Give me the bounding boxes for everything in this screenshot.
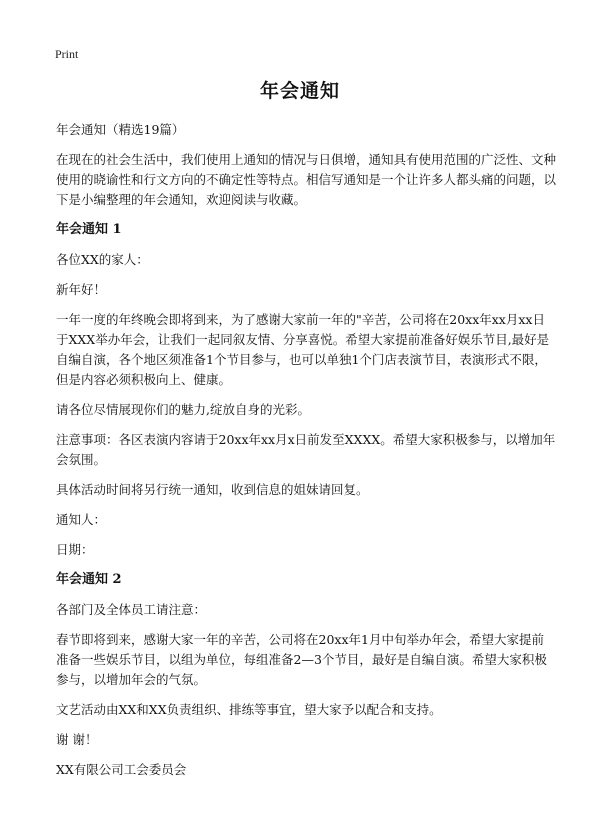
print-link[interactable]: Print bbox=[55, 47, 79, 61]
section-1-paragraph-3: 注意事项：各区表演内容请于20xx年xx月x日前发至XXXX。希望大家积极参与，以增加年会氛围。 bbox=[56, 432, 556, 467]
section-2-paragraph-2: 文艺活动由XX和XX负责组织、排练等事宜，望大家予以配合和支持。 bbox=[56, 702, 442, 717]
section-1-paragraph-1: 一年一度的年终晚会即将到来，为了感谢大家前一年的"辛苦，公司将在20xx年xx月xx日于XXX举办年会，让我们一起同叙友情、分享喜悦。希望大家提前准备好娱乐节目,最好是自编自演，各个地区须准备1个节目参与，也可以单独1个门店表演节目，表演形式不限，但是内容必须积极向上、健康。 bbox=[56, 312, 550, 387]
section-1-heading: 年会通知 1 bbox=[56, 222, 122, 237]
document-body bbox=[56, 120, 556, 790]
section-2-paragraph-1: 春节即将到来，感谢大家一年的辛苦，公司将在20xx年1月中旬举办年会，希望大家提前准备一些娱乐节目，以组为单位，每组准备2—3个节目，最好是自编自演。希望大家积极参与，以增加年会的气氛。 bbox=[56, 632, 547, 687]
section-2-heading: 年会通知 2 bbox=[56, 572, 122, 587]
page-title: 年会通知 bbox=[259, 80, 340, 102]
section-1-greeting: 新年好！ bbox=[56, 282, 107, 297]
document-subtitle: 年会通知（精选19篇） bbox=[56, 122, 185, 137]
section-1-notifier: 通知人： bbox=[56, 512, 107, 527]
section-2-signature: XX有限公司工会委员会 bbox=[56, 762, 187, 777]
section-1-paragraph-4: 具体活动时间将另行统一通知，收到信息的姐妹请回复。 bbox=[56, 482, 369, 497]
section-2-thanks: 谢 谢！ bbox=[56, 732, 98, 747]
section-1-salutation: 各位XX的家人： bbox=[56, 252, 149, 267]
section-2-salutation: 各部门及全体员工请注意： bbox=[56, 602, 207, 617]
section-1-paragraph-2: 请各位尽情展现你们的魅力,绽放自身的光彩。 bbox=[56, 402, 310, 417]
intro-paragraph: 在现在的社会生活中，我们使用上通知的情况与日俱增，通知具有使用范围的广泛性、文种使用的晓谕性和行文方向的不确定性等特点。相信写通知是一个让许多人都头痛的问题，以下是小编整理的年会通知，欢迎阅读与收藏。 bbox=[56, 152, 557, 207]
section-1-date: 日期： bbox=[56, 542, 94, 557]
